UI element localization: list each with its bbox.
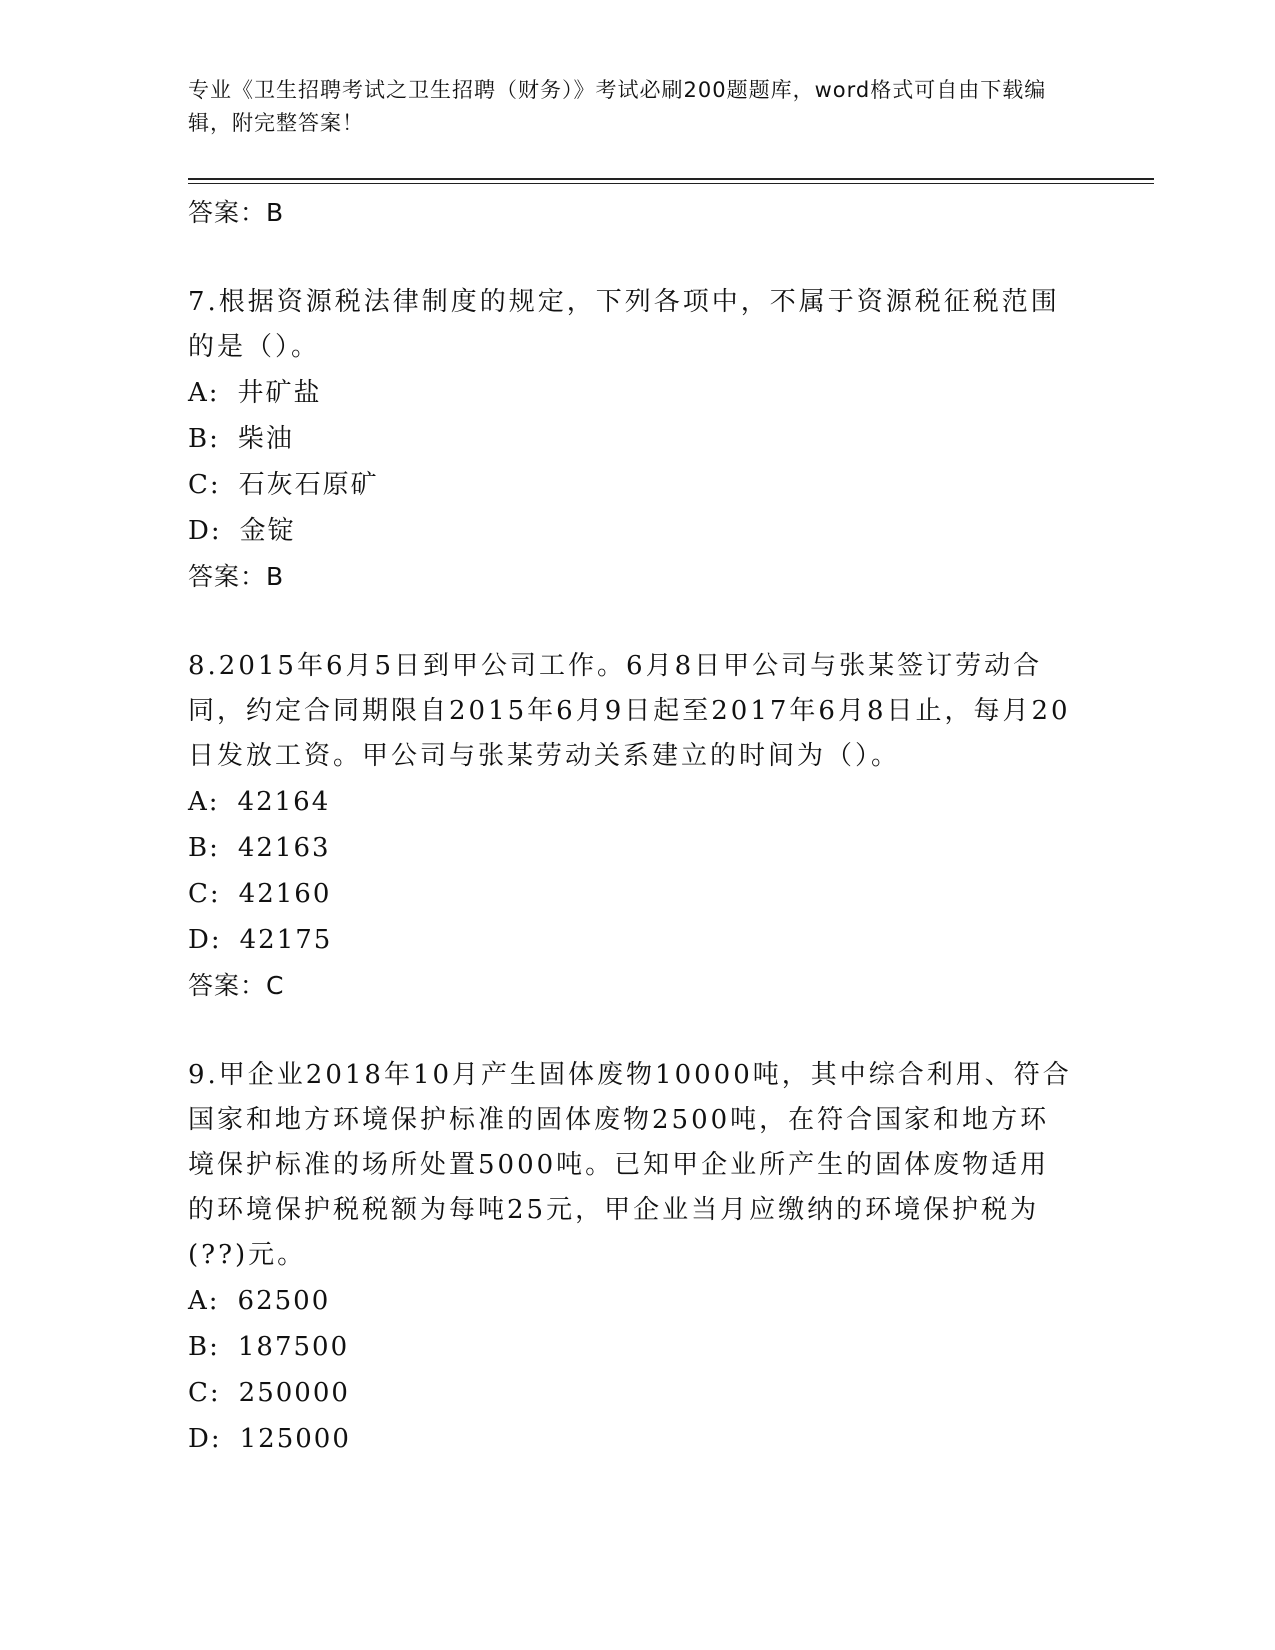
option-letter: C:	[188, 470, 221, 500]
option-letter: B:	[188, 424, 220, 454]
option-a	[188, 779, 1078, 825]
option-letter: A:	[188, 787, 220, 817]
answer-q6: 答案：B	[188, 198, 285, 227]
option-text: 42160	[238, 879, 332, 909]
document-header: 专业《卫生招聘考试之卫生招聘（财务）》考试必刷200题题库，word格式可自由下载编辑，附完整答案！	[188, 78, 1047, 135]
option-b	[188, 416, 1078, 462]
option-a	[188, 1278, 1078, 1324]
option-text: 250000	[238, 1378, 350, 1408]
option-c	[188, 871, 1078, 917]
option-text: 62500	[237, 1286, 331, 1316]
question-list	[188, 190, 1078, 1462]
option-text: 柴油	[237, 424, 294, 454]
option-b	[188, 1324, 1078, 1370]
option-letter: A:	[188, 378, 220, 408]
option-d	[188, 508, 1078, 554]
answer-q8: 答案：C	[188, 971, 285, 1000]
answer-q7: 答案：B	[188, 562, 285, 591]
option-letter: D:	[188, 516, 222, 546]
option-c	[188, 1370, 1078, 1416]
option-d	[188, 1416, 1078, 1462]
question-9	[188, 1053, 1078, 1462]
option-text: 石灰石原矿	[238, 470, 379, 500]
header-rule-thick	[188, 178, 1154, 180]
option-letter: C:	[188, 1378, 221, 1408]
option-text: 42163	[237, 833, 331, 863]
question-stem: 7.根据资源税法律制度的规定，下列各项中，不属于资源税征税范围的是（）。	[188, 287, 1060, 362]
option-letter: B:	[188, 1332, 220, 1362]
option-text: 金锭	[239, 516, 296, 546]
question-stem: 8.2015年6月5日到甲公司工作。6月8日甲公司与张某签订劳动合同，约定合同期限自2015年6月9日起至2017年6月8日止，每月20日发放工资。甲公司与张某劳动关系建立的时间为（）。	[188, 651, 1071, 771]
question-stem: 9.甲企业2018年10月产生固体废物10000吨，其中综合利用、符合国家和地方环境保护标准的固体废物2500吨，在符合国家和地方环境保护标准的场所处置5000吨。已知甲企业所产生的固体废物适用的环境保护税税额为每吨25元，甲企业当月应缴纳的环境保护税为(??)元。	[188, 1060, 1072, 1270]
option-text: 125000	[239, 1424, 351, 1454]
option-d	[188, 917, 1078, 963]
option-c	[188, 462, 1078, 508]
option-letter: C:	[188, 879, 221, 909]
question-8	[188, 644, 1078, 1009]
option-text: 42164	[237, 787, 331, 817]
question-7	[188, 280, 1078, 600]
option-letter: A:	[188, 1286, 220, 1316]
option-text: 井矿盐	[237, 378, 322, 408]
header-rule-thin	[188, 183, 1154, 184]
option-text: 187500	[237, 1332, 350, 1362]
option-a	[188, 370, 1078, 416]
option-letter: D:	[188, 925, 222, 955]
option-letter: D:	[188, 1424, 222, 1454]
option-letter: B:	[188, 833, 220, 863]
option-text: 42175	[239, 925, 333, 955]
option-b	[188, 825, 1078, 871]
